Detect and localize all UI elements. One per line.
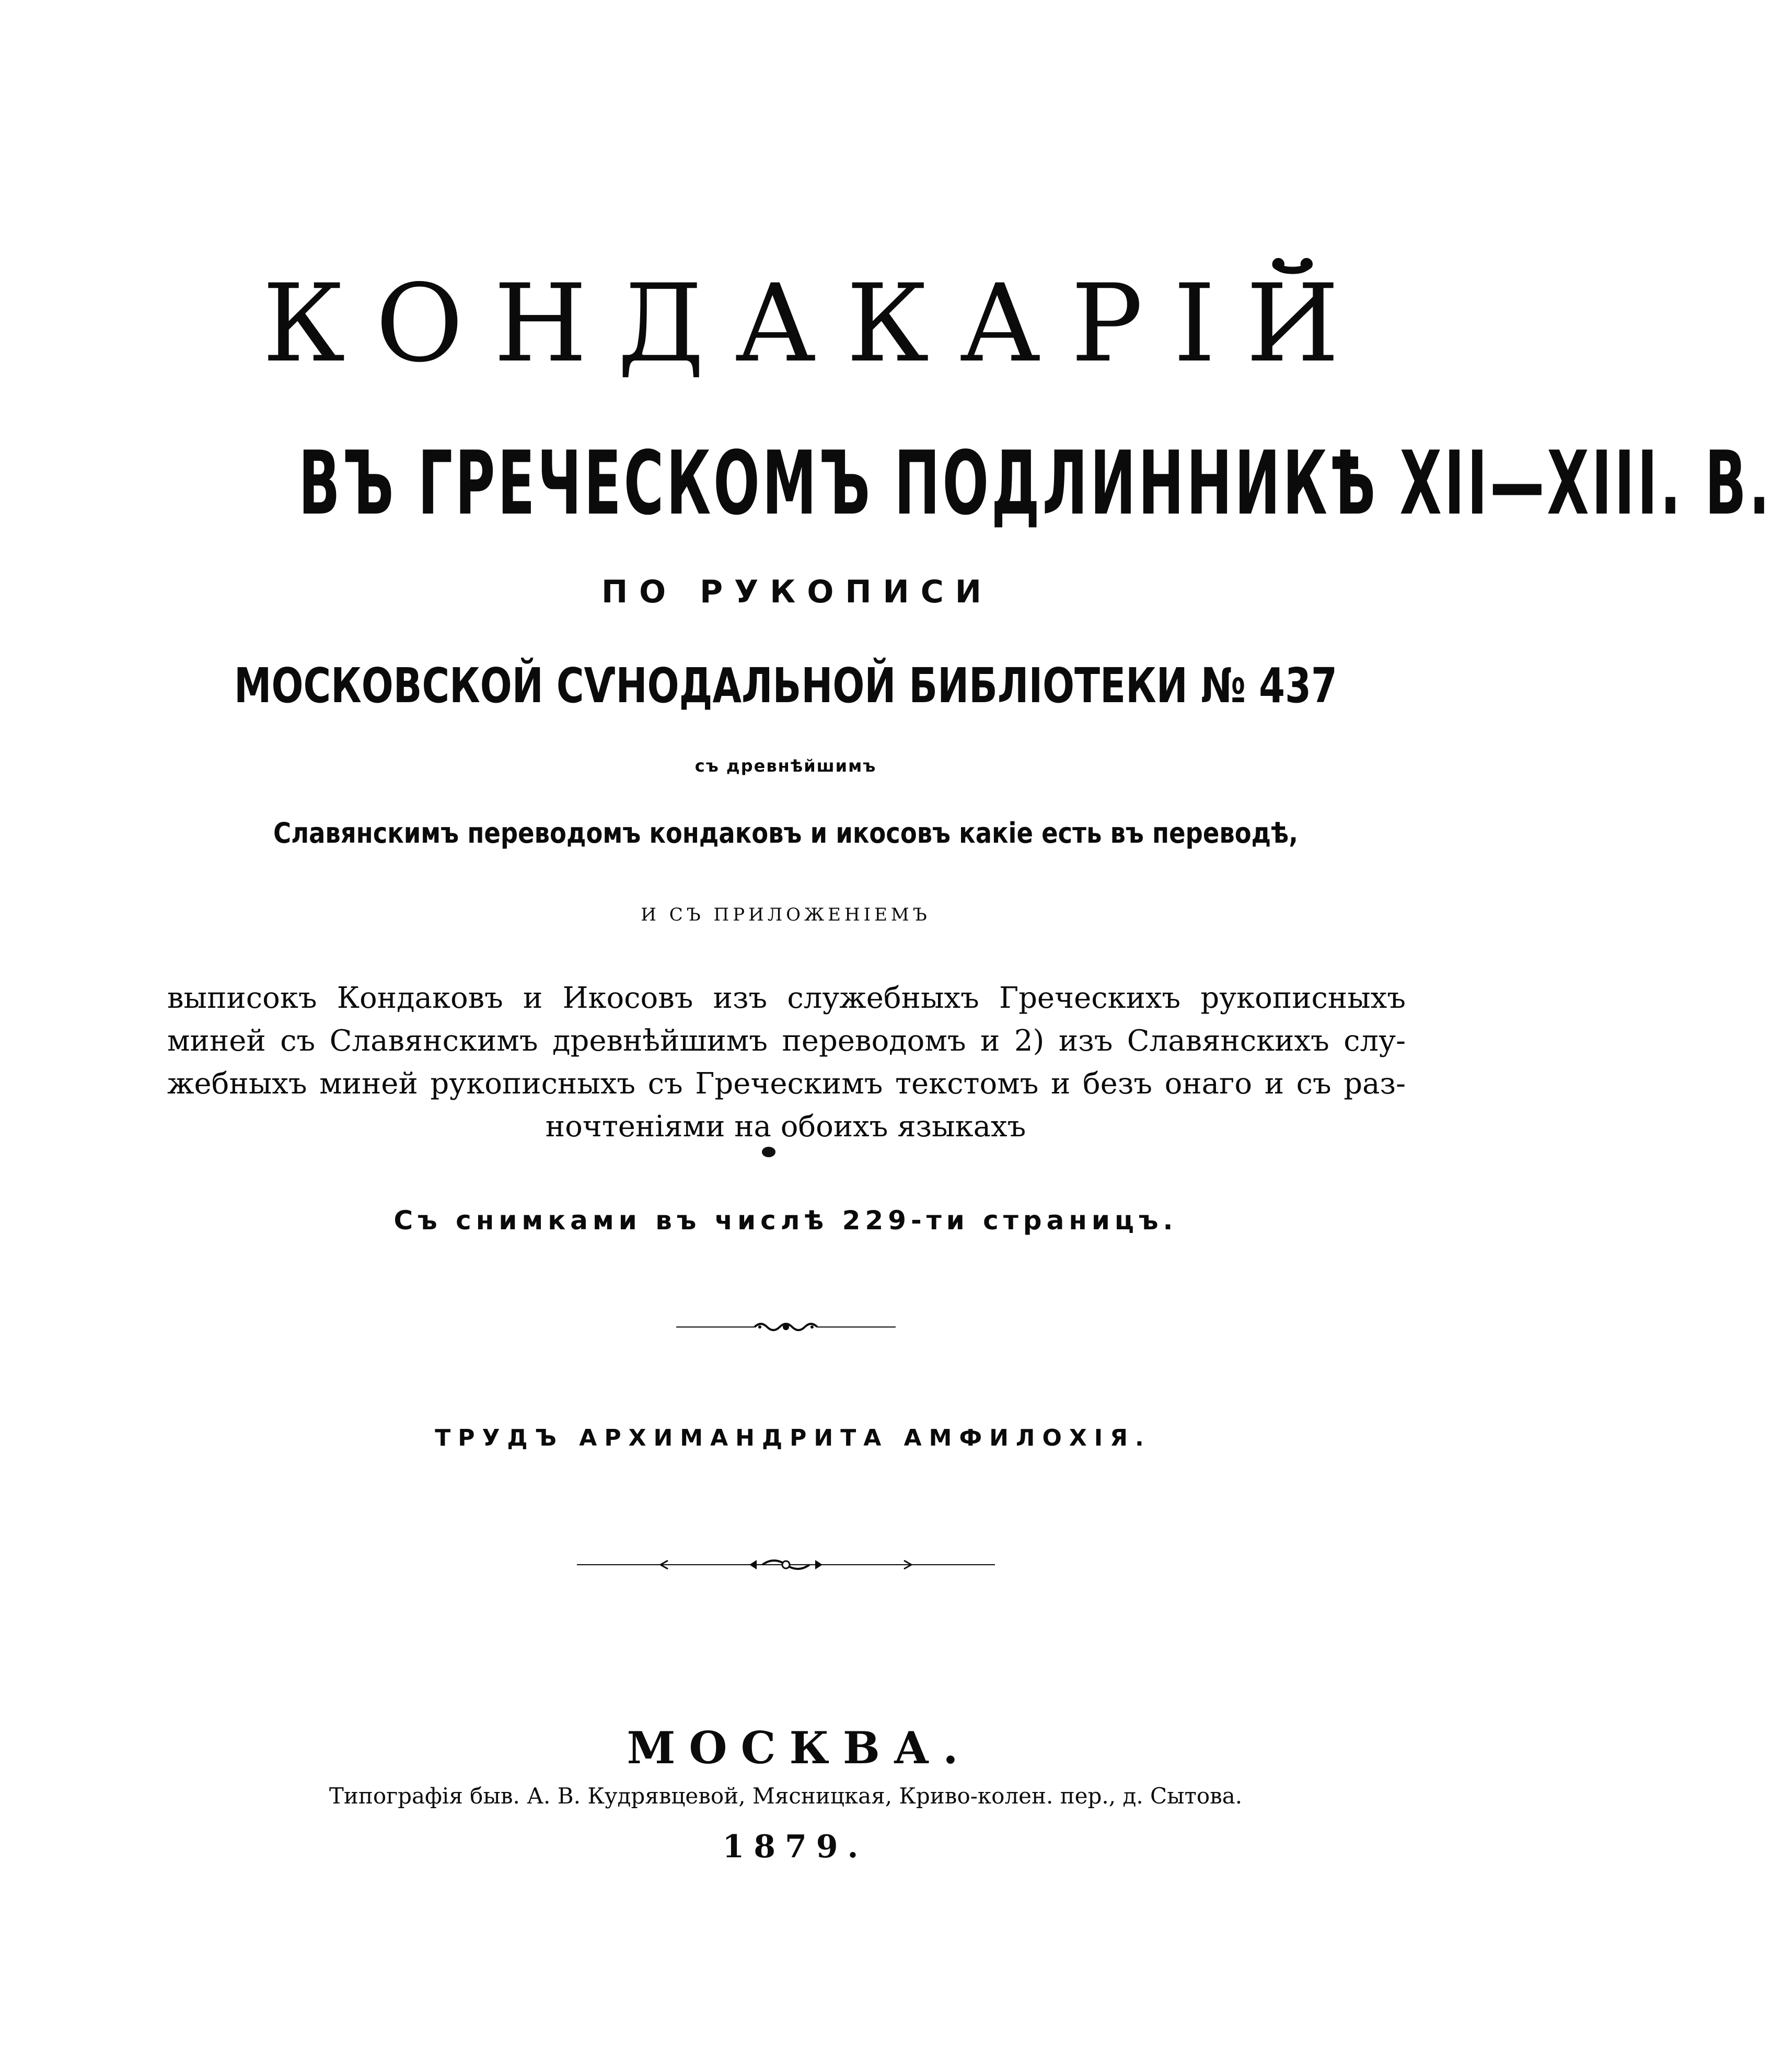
ink-blot bbox=[762, 1147, 775, 1157]
with-appendix-label: И СЪ ПРИЛОЖЕНІЕМЪ bbox=[641, 904, 931, 925]
by-manuscript-label: ПО РУКОПИСИ bbox=[601, 574, 993, 610]
author-line: ТРУДЪ АРХИМАНДРИТА АМФИЛОХІЯ. bbox=[435, 1425, 1151, 1451]
extracts-line-4: ночтеніями на обоихъ языкахъ bbox=[545, 1110, 1026, 1144]
extracts-line-2: миней съ Славянскимъ древнѣйшимъ переводомъ и 2) изъ Славянскихъ слу- bbox=[167, 1024, 1406, 1058]
extracts-line-3: жебныхъ миней рукописныхъ съ Греческимъ текстомъ и безъ онаго и съ раз- bbox=[167, 1067, 1406, 1101]
extracts-line-1: выписокъ Кондаковъ и Икосовъ изъ служебныхъ Греческихъ рукописныхъ bbox=[167, 981, 1406, 1015]
photos-line: Съ снимками въ числѣ 229-ти страницъ. bbox=[393, 1205, 1178, 1236]
book-title: КОНДАКАРІЙ bbox=[262, 262, 1370, 386]
city-line: МОСКВА. bbox=[627, 1722, 972, 1774]
with-oldest-label: съ древнѣйшимъ bbox=[694, 756, 877, 776]
slavonic-translation-line: Славянскимъ переводомъ кондаковъ и икосовъ какіе есть въ переводѣ, bbox=[273, 817, 1298, 849]
year-line: 1879. bbox=[722, 1829, 868, 1865]
ornamental-rule-top bbox=[0, 1317, 1571, 1340]
library-line: МОСКОВСКОЙ СѴНОДАЛЬНОЙ БИБЛІОТЕКИ № 437 bbox=[234, 658, 1337, 714]
arrow-rule-ornament-icon bbox=[577, 1554, 995, 1575]
flourish-ornament-icon bbox=[676, 1317, 896, 1337]
book-subtitle: ВЪ ГРЕЧЕСКОМЪ ПОДЛИННИКѢ XII—XIII. В. bbox=[298, 432, 1772, 534]
printer-line: Типографія быв. А. В. Кудрявцевой, Мясницкая, Криво-колен. пер., д. Сытова. bbox=[329, 1783, 1243, 1809]
ornamental-rule-bottom bbox=[0, 1554, 1571, 1577]
